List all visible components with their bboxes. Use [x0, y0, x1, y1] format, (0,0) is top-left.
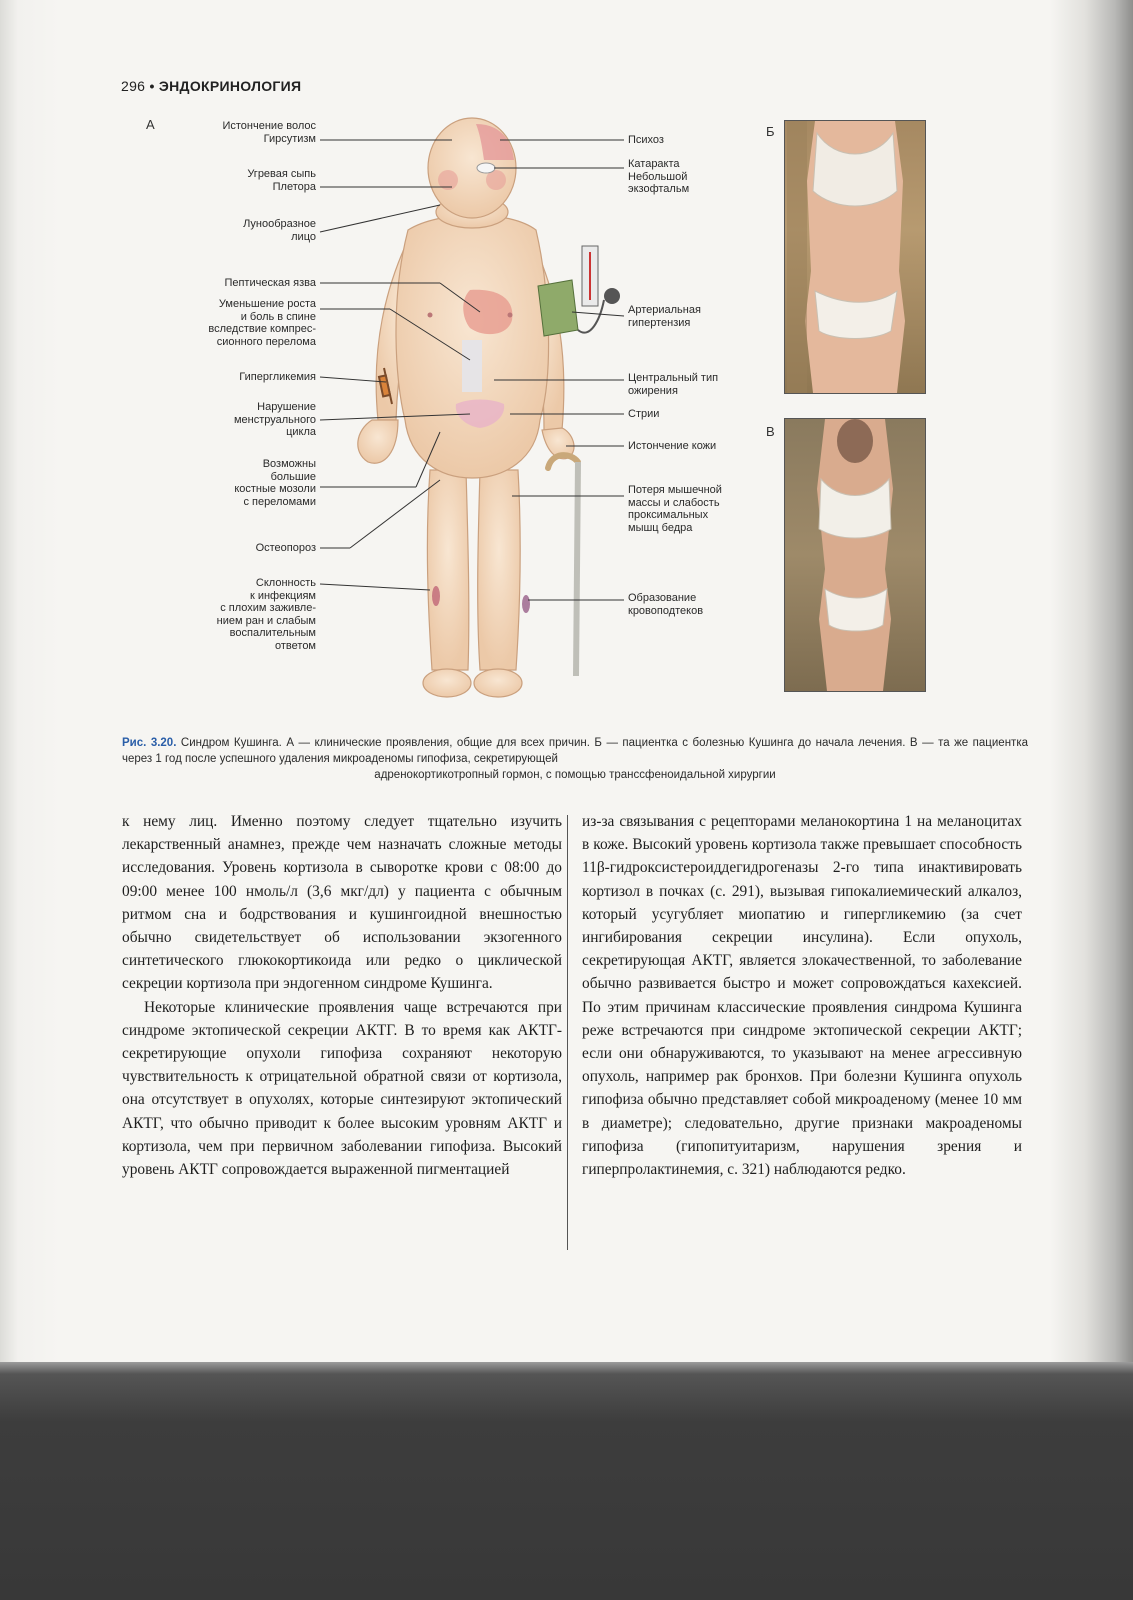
label-skin-thinning: Истончение кожи — [628, 440, 717, 452]
section-title: ЭНДОКРИНОЛОГИЯ — [158, 78, 302, 94]
text-column-right — [582, 810, 1022, 1181]
paragraph: к нему лиц. Именно поэтому следует тщательно изучить лекарственный анамнез, прежде чем назначать сложные методы исследования. Уровень кортизола в сыворотке крови с 08:00 до 09:00 менее 100 нмоль/л (3,6 мкг/дл) у пациента с обычным ритмом сна и бодрствования и кушингоидной внешностью обычно свидетельствует об использовании экзогенного синтетического глюкокортикоида или редко о циклической секреции кортизола при эндогенном синдроме Кушинга. — [122, 813, 562, 993]
photo-before-treatment — [784, 120, 926, 394]
label-moon-face: Лунообразное лицо — [243, 218, 316, 243]
label-callus: Возможны большие костные мозоли с переломами — [234, 458, 316, 508]
label-osteoporosis: Остеопороз — [255, 542, 316, 554]
label-central-obesity: Центральный тип ожирения — [628, 372, 719, 397]
label-peptic-ulcer: Пептическая язва — [224, 277, 316, 289]
label-menstrual: Нарушение менструального цикла — [233, 401, 316, 438]
blood-pressure-cuff — [538, 246, 620, 336]
label-psychosis: Психоз — [628, 134, 664, 146]
text-column-left — [122, 810, 562, 1181]
label-cataract: Катаракта Небольшой экзофтальм — [628, 158, 690, 195]
scan-bottom-band — [0, 1362, 1133, 1600]
label-muscle-loss: Потеря мышечной массы и слабость проксимальных мышц бедра — [628, 484, 722, 534]
paragraph: из-за связывания с рецепторами меланокортина 1 на меланоцитах в коже. Высокий уровень кортизола также превышает способность 11β-гидроксистероиддегидрогеназы 2-го типа инактивировать кортизол в почках (с. 291), вызывая гипокалиемический алкалоз, который усугубляет миопатию и гипергликемию (за счет ингибирования секреции инсулина). Если опухоль, секретирующая АКТГ, является злокачественной, то заболевание обычно развивается быстро и может сопровождаться кахексией. По этим причинам классические проявления синдрома Кушинга реже встречаются при синдроме эктопической секреции АКТГ; если они обнаруживаются, то указывают на менее агрессивную опухоль, например рак бронхов. При болезни Кушинга опухоль гипофиза обычно представляет собой микроаденому (менее 10 мм в диаметре); следовательно, другие признаки макроаденомы гипофиза (гипопитуитаризм, нарушения зрения и гиперпролактинемия, с. 321) наблюдаются редко. — [582, 813, 1022, 1179]
label-hyperglycemia: Гипергликемия — [239, 371, 316, 383]
page-number: 296 — [121, 78, 146, 94]
label-hair-thinning: Истончение волос Гирсутизм — [222, 120, 316, 145]
caption-last-line: адренокортикотропный гормон, с помощью транссфеноидальной хирургии — [374, 769, 776, 781]
figure-caption — [122, 735, 1028, 783]
figure-label: Рис. 3.20. — [122, 737, 177, 749]
caption-text: Синдром Кушинга. А — клинические проявления, общие для всех причин. Б — пациентка с болезнью Кушинга до начала лечения. В — та же пациентка через 1 год после успешного удаления микроаденомы гипофиза, секретирующей — [122, 737, 1028, 765]
label-infections: Склонность к инфекциям с плохим заживле- нием ран и слабым воспалительным ответом — [216, 577, 316, 652]
label-hypertension: Артериальная гипертензия — [628, 304, 701, 329]
panel-letter-a: А — [146, 117, 155, 132]
column-divider — [567, 815, 568, 1250]
label-striae: Стрии — [628, 408, 660, 420]
panel-letter-c: В — [766, 424, 775, 439]
panel-letter-b: Б — [766, 124, 775, 139]
label-bruising: Образование кровоподтеков — [628, 592, 704, 617]
label-acne: Угревая сыпь Плетора — [247, 168, 316, 193]
paragraph: Некоторые клинические проявления чаще встречаются при синдроме эктопической секреции АКТГ. В то время как АКТГ-секретирующие опухоли гипофиза сохраняют некоторую чувствительность к отрицательной обратной связи от кортизола, она отсутствует в опухолях, которые синтезируют эктопический АКТГ, что обычно приводит к более высоким уровням АКТГ и кортизола, чем при первичном заболевании гипофиза. Высокий уровень АКТГ сопровождается выраженной пигментацией — [122, 998, 562, 1179]
photo-after-treatment — [784, 418, 926, 692]
head-bullet: • — [149, 78, 155, 94]
walking-cane — [548, 455, 578, 676]
label-height-loss: Уменьшение роста и боль в спине вследствие компрес- сионного перелома — [208, 298, 316, 348]
